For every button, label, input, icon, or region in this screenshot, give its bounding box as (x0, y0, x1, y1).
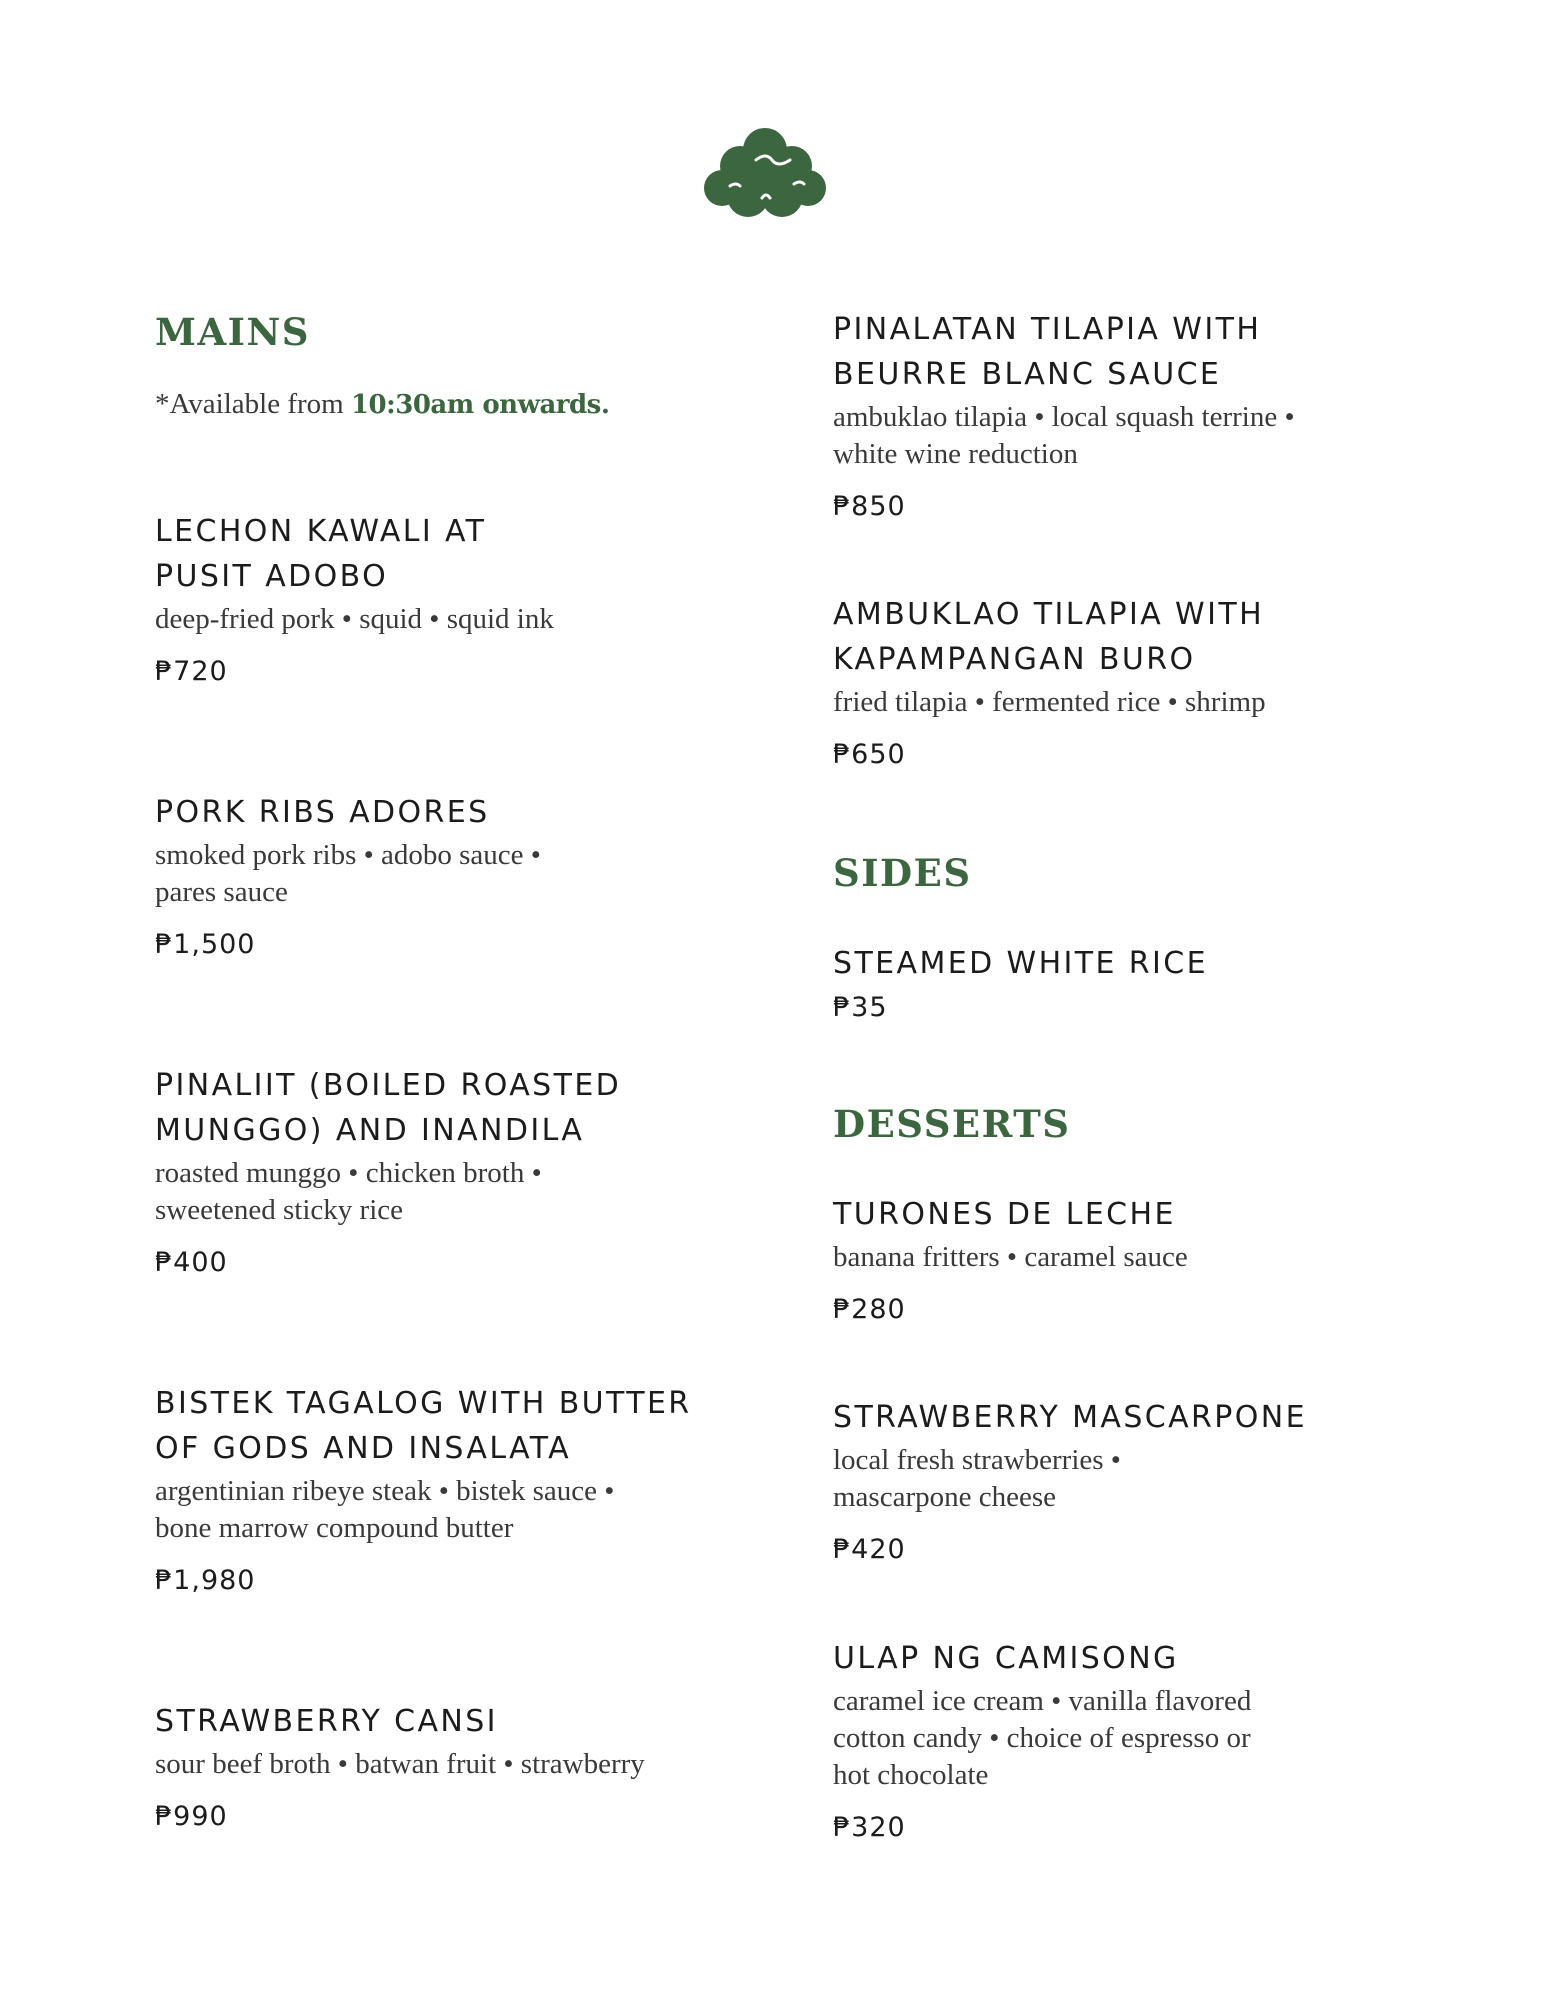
item-price: ₱720 (155, 656, 228, 687)
item-name: LECHON KAWALI AT PUSIT ADOBO (155, 514, 487, 594)
menu-item (833, 941, 1393, 1023)
section-title-sides: SIDES (833, 851, 972, 895)
item-description: banana fritters • caramel sauce (833, 1241, 1188, 1273)
item-description: argentinian ribeye steak • bistek sauce • bone marrow compound butter (155, 1475, 615, 1544)
item-name: STEAMED WHITE RICE (833, 946, 1209, 981)
item-description: deep-fried pork • squid • squid ink (155, 603, 554, 635)
menu-item (833, 592, 1393, 770)
item-price: ₱990 (155, 1801, 228, 1832)
item-name: PINALATAN TILAPIA WITH BEURRE BLANC SAUCE (833, 312, 1262, 392)
item-description: sour beef broth • batwan fruit • strawberry (155, 1748, 645, 1780)
item-description: fried tilapia • fermented rice • shrimp (833, 686, 1266, 718)
item-price: ₱35 (833, 992, 888, 1023)
item-price: ₱1,980 (155, 1565, 256, 1596)
item-name: BISTEK TAGALOG WITH BUTTER OF GODS AND INSALATA (155, 1386, 692, 1466)
item-description: smoked pork ribs • adobo sauce • pares sauce (155, 839, 541, 908)
item-name: PORK RIBS ADORES (155, 795, 490, 830)
item-name: STRAWBERRY CANSI (155, 1704, 498, 1739)
menu-item (833, 307, 1393, 522)
item-price: ₱850 (833, 491, 906, 522)
item-price: ₱320 (833, 1812, 906, 1843)
availability-note-prefix: *Available from (155, 388, 351, 420)
clover-cloud-icon (700, 126, 830, 222)
item-description: roasted munggo • chicken broth • sweetened sticky rice (155, 1157, 542, 1226)
menu-item (155, 1699, 715, 1832)
section-title-desserts: DESSERTS (833, 1102, 1071, 1146)
item-description: ambuklao tilapia • local squash terrine • white wine reduction (833, 401, 1295, 470)
menu-item (833, 1192, 1393, 1325)
availability-note (155, 388, 609, 421)
menu-item (155, 509, 715, 687)
menu-item (833, 1395, 1393, 1565)
item-name: ULAP NG CAMISONG (833, 1641, 1179, 1676)
item-price: ₱400 (155, 1247, 228, 1278)
availability-note-time: 10:30am onwards. (350, 390, 610, 420)
item-name: AMBUKLAO TILAPIA WITH KAPAMPANGAN BURO (833, 597, 1265, 677)
menu-item (833, 1636, 1393, 1843)
item-description: local fresh strawberries • mascarpone cheese (833, 1444, 1121, 1513)
item-name: PINALIIT (BOILED ROASTED MUNGGO) AND INANDILA (155, 1068, 622, 1148)
item-name: STRAWBERRY MASCARPONE (833, 1400, 1307, 1435)
item-name: TURONES DE LECHE (833, 1197, 1176, 1232)
menu-item (155, 1381, 715, 1596)
item-price: ₱650 (833, 739, 906, 770)
section-title-mains: MAINS (155, 310, 311, 354)
item-price: ₱420 (833, 1534, 906, 1565)
item-price: ₱280 (833, 1294, 906, 1325)
item-description: caramel ice cream • vanilla flavored cotton candy • choice of espresso or hot chocolate (833, 1685, 1252, 1791)
menu-item (155, 790, 715, 960)
item-price: ₱1,500 (155, 929, 256, 960)
menu-item (155, 1063, 715, 1278)
